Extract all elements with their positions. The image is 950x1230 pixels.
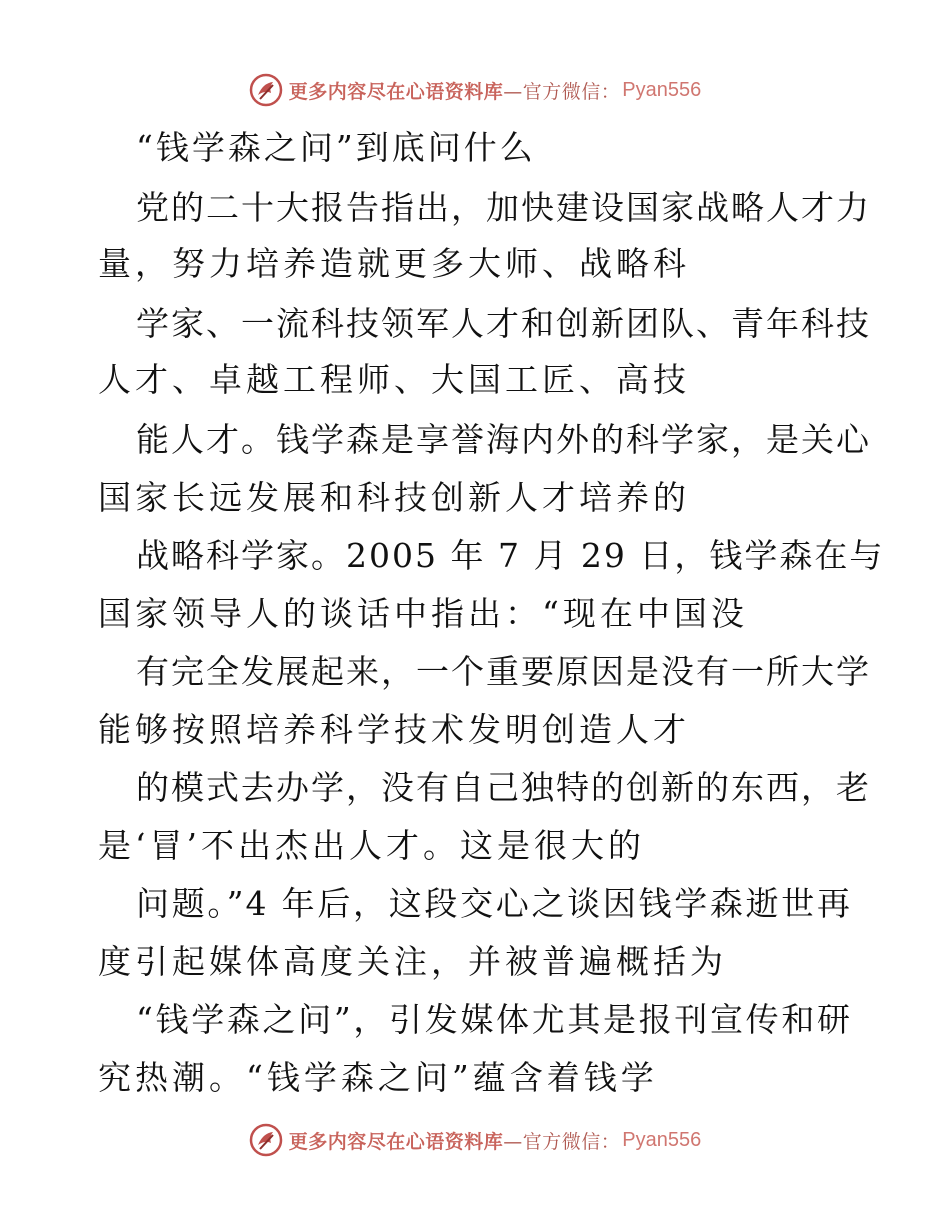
- document-title: “钱学森之问”到底问什么: [136, 128, 536, 167]
- footer-banner: [0, 1120, 950, 1160]
- banner-separator: —官方微信：: [503, 1130, 621, 1153]
- banner-wechat-id: Pyan556: [622, 1128, 702, 1151]
- paragraph-line: 问题。”4 年后，这段交心之谈因钱学森逝世再: [136, 884, 852, 923]
- paragraph-line: 国家领导人的谈话中指出：“现在中国没: [98, 594, 748, 633]
- banner-text: 更多内容尽在心语资料库: [288, 1130, 504, 1153]
- banner-separator: —官方微信：: [503, 80, 621, 103]
- logo-icon: [249, 1123, 283, 1157]
- paragraph-line: 能人才。钱学森是享誉海内外的科学家，是关心: [136, 420, 871, 459]
- logo-icon: [249, 73, 283, 107]
- paragraph-line: 有完全发展起来，一个重要原因是没有一所大学: [136, 652, 871, 691]
- paragraph-line: 党的二十大报告指出，加快建设国家战略人才力: [136, 188, 871, 227]
- paragraph-line: 学家、一流科技领军人才和创新团队、青年科技: [136, 304, 871, 343]
- paragraph-line: “钱学森之问”，引发媒体尤其是报刊宣传和研: [136, 1000, 852, 1039]
- paragraph-line: 人才、卓越工程师、大国工匠、高技: [98, 360, 690, 399]
- banner-text: 更多内容尽在心语资料库: [288, 80, 504, 103]
- paragraph-line: 度引起媒体高度关注，并被普遍概括为: [98, 942, 727, 981]
- paragraph-line: 战略科学家。2005 年 7 月 29 日，钱学森在与: [136, 536, 885, 575]
- paragraph-line: 国家长远发展和科技创新人才培养的: [98, 478, 690, 517]
- paragraph-line: 究热潮。“钱学森之问”蕴含着钱学: [98, 1058, 658, 1097]
- header-banner: [0, 70, 950, 110]
- paragraph-line: 能够按照培养科学技术发明创造人才: [98, 710, 690, 749]
- paragraph-line: 是‘冒’不出杰出人才。这是很大的: [98, 826, 645, 865]
- paragraph-line: 的模式去办学，没有自己独特的创新的东西，老: [136, 768, 871, 807]
- paragraph-line: 量，努力培养造就更多大师、战略科: [98, 244, 690, 283]
- banner-wechat-id: Pyan556: [622, 78, 702, 101]
